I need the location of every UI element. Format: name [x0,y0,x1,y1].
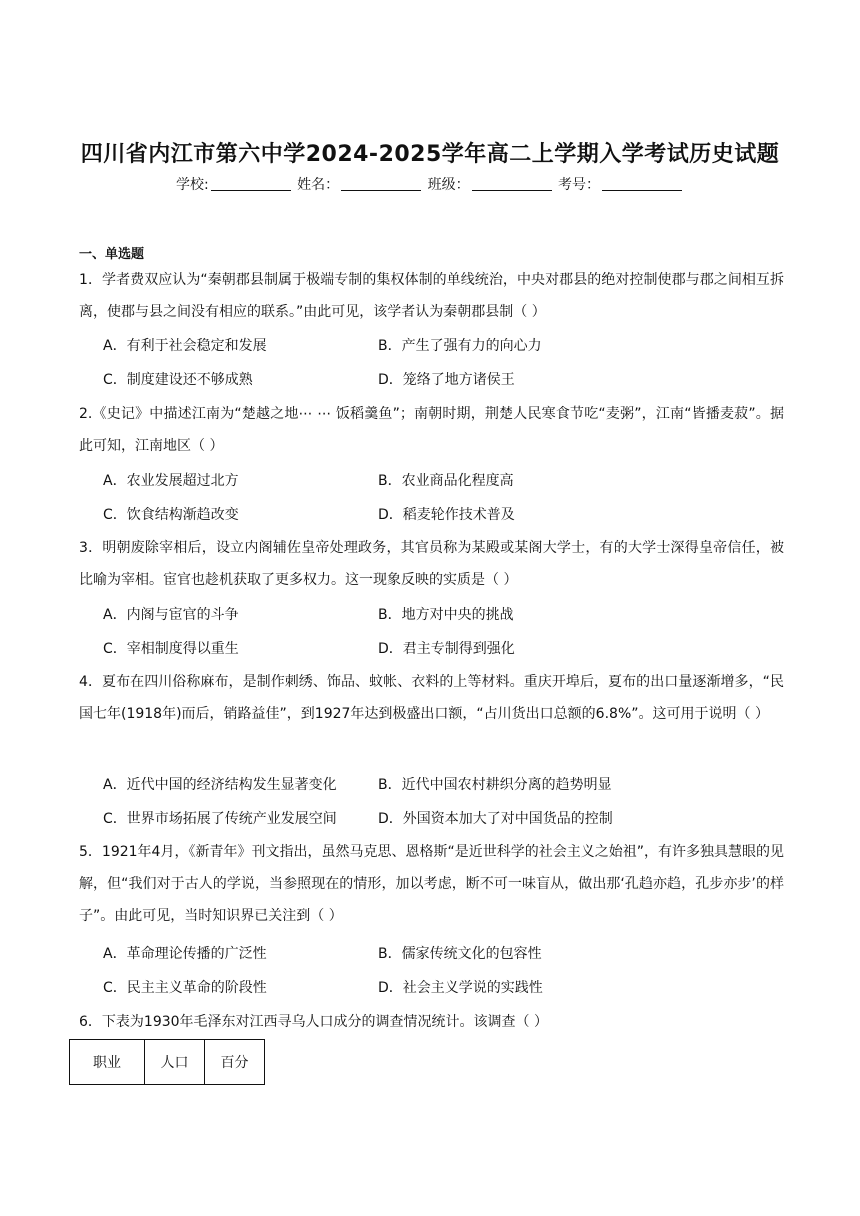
school-label: 学校: [175,177,209,193]
question-5-option-c[interactable]: C．民主主义革命的阶段性 [103,980,267,996]
question-2-stem: 2.《史记》中描述江南为“楚越之地⋯ ⋯ 饭稻羹鱼”；南朝时期，荆楚人民寒食节吃“麦粥”，江南“皆播麦菽”。据此可知，江南地区（ ） [79,406,784,454]
question-4-option-d[interactable]: D．外国资本加大了对中国货品的控制 [378,811,613,827]
question-3-stem: 3．明朝废除宰相后，设立内阁辅佐皇帝处理政务，其官员称为某殿或某阁大学士，有的大学士深得皇帝信任，被比喻为宰相。宦官也趁机获取了更多权力。这一现象反映的实质是（ ） [79,540,784,588]
student-info-line [0,174,860,194]
class-blank[interactable] [472,176,552,191]
question-3-option-a[interactable]: A．内阁与宦官的斗争 [103,607,239,623]
table-header-occupation: 职业 [70,1040,145,1085]
question-1-stem: 1．学者费双应认为“秦朝郡县制属于极端专制的集权体制的单线统治，中央对郡县的绝对控制使郡与郡之间相互拆离，使郡与县之间没有相应的联系。”由此可见，该学者认为秦朝郡县制（ ） [79,272,784,320]
page-title: 四川省内江市第六中学2024-2025学年高二上学期入学考试历史试题 [80,142,780,167]
question-2-option-a[interactable]: A．农业发展超过北方 [103,473,239,489]
name-label: 姓名： [297,177,340,193]
exam-number-blank[interactable] [602,176,682,191]
question-3-option-d[interactable]: D．君主专制得到强化 [378,641,515,657]
question-2-option-b[interactable]: B．农业商品化程度高 [378,473,514,489]
question-4-option-a[interactable]: A．近代中国的经济结构发生显著变化 [103,777,337,793]
question-5-stem: 5．1921年4月，《新青年》刊文指出，虽然马克思、恩格斯“是近世科学的社会主义之始祖”，有许多独具慧眼的见解，但“我们对于古人的学说，当参照现在的情形，加以考虑，断不可一味盲从，做出那‘孔趋亦趋，孔步亦步’的样子”。由此可见，当时知识界已关注到（ ） [79,844,784,924]
question-5-option-d[interactable]: D．社会主义学说的实践性 [378,980,543,996]
table-header-row [70,1040,265,1085]
question-1-option-c[interactable]: C．制度建设还不够成熟 [103,372,253,388]
question-4-option-b[interactable]: B．近代中国农村耕织分离的趋势明显 [378,777,612,793]
question-5-option-b[interactable]: B．儒家传统文化的包容性 [378,946,542,962]
school-blank[interactable] [211,176,291,191]
question-1-option-d[interactable]: D．笼络了地方诸侯王 [378,372,515,388]
name-blank[interactable] [341,176,421,191]
question-3-option-c[interactable]: C．宰相制度得以重生 [103,641,239,657]
question-6-stem: 6．下表为1930年毛泽东对江西寻乌人口成分的调查情况统计。该调查（ ） [79,1014,548,1030]
question-1-option-a[interactable]: A．有利于社会稳定和发展 [103,338,267,354]
question-1-option-b[interactable]: B．产生了强有力的向心力 [378,338,542,354]
question-4-stem: 4．夏布在四川俗称麻布，是制作刺绣、饰品、蚊帐、衣料的上等材料。重庆开埠后，夏布的出口量逐渐增多，“民国七年(1918年)而后，销路益佳”，到1927年达到极盛出口额，“占川货出口总额的6.8%”。这可用于说明（ ） [79,674,784,722]
exam-number-label: 考号： [558,177,601,193]
table-header-percent: 百分 [205,1040,265,1085]
question-3-option-b[interactable]: B．地方对中央的挑战 [378,607,514,623]
population-table [69,1039,265,1085]
question-4-option-c[interactable]: C．世界市场拓展了传统产业发展空间 [103,811,337,827]
section-heading: 一、单选题 [79,247,145,262]
table-header-population: 人口 [145,1040,205,1085]
question-5-option-a[interactable]: A．革命理论传播的广泛性 [103,946,267,962]
question-2-option-c[interactable]: C．饮食结构渐趋改变 [103,507,239,523]
question-2-option-d[interactable]: D．稻麦轮作技术普及 [378,507,515,523]
class-label: 班级： [427,177,470,193]
